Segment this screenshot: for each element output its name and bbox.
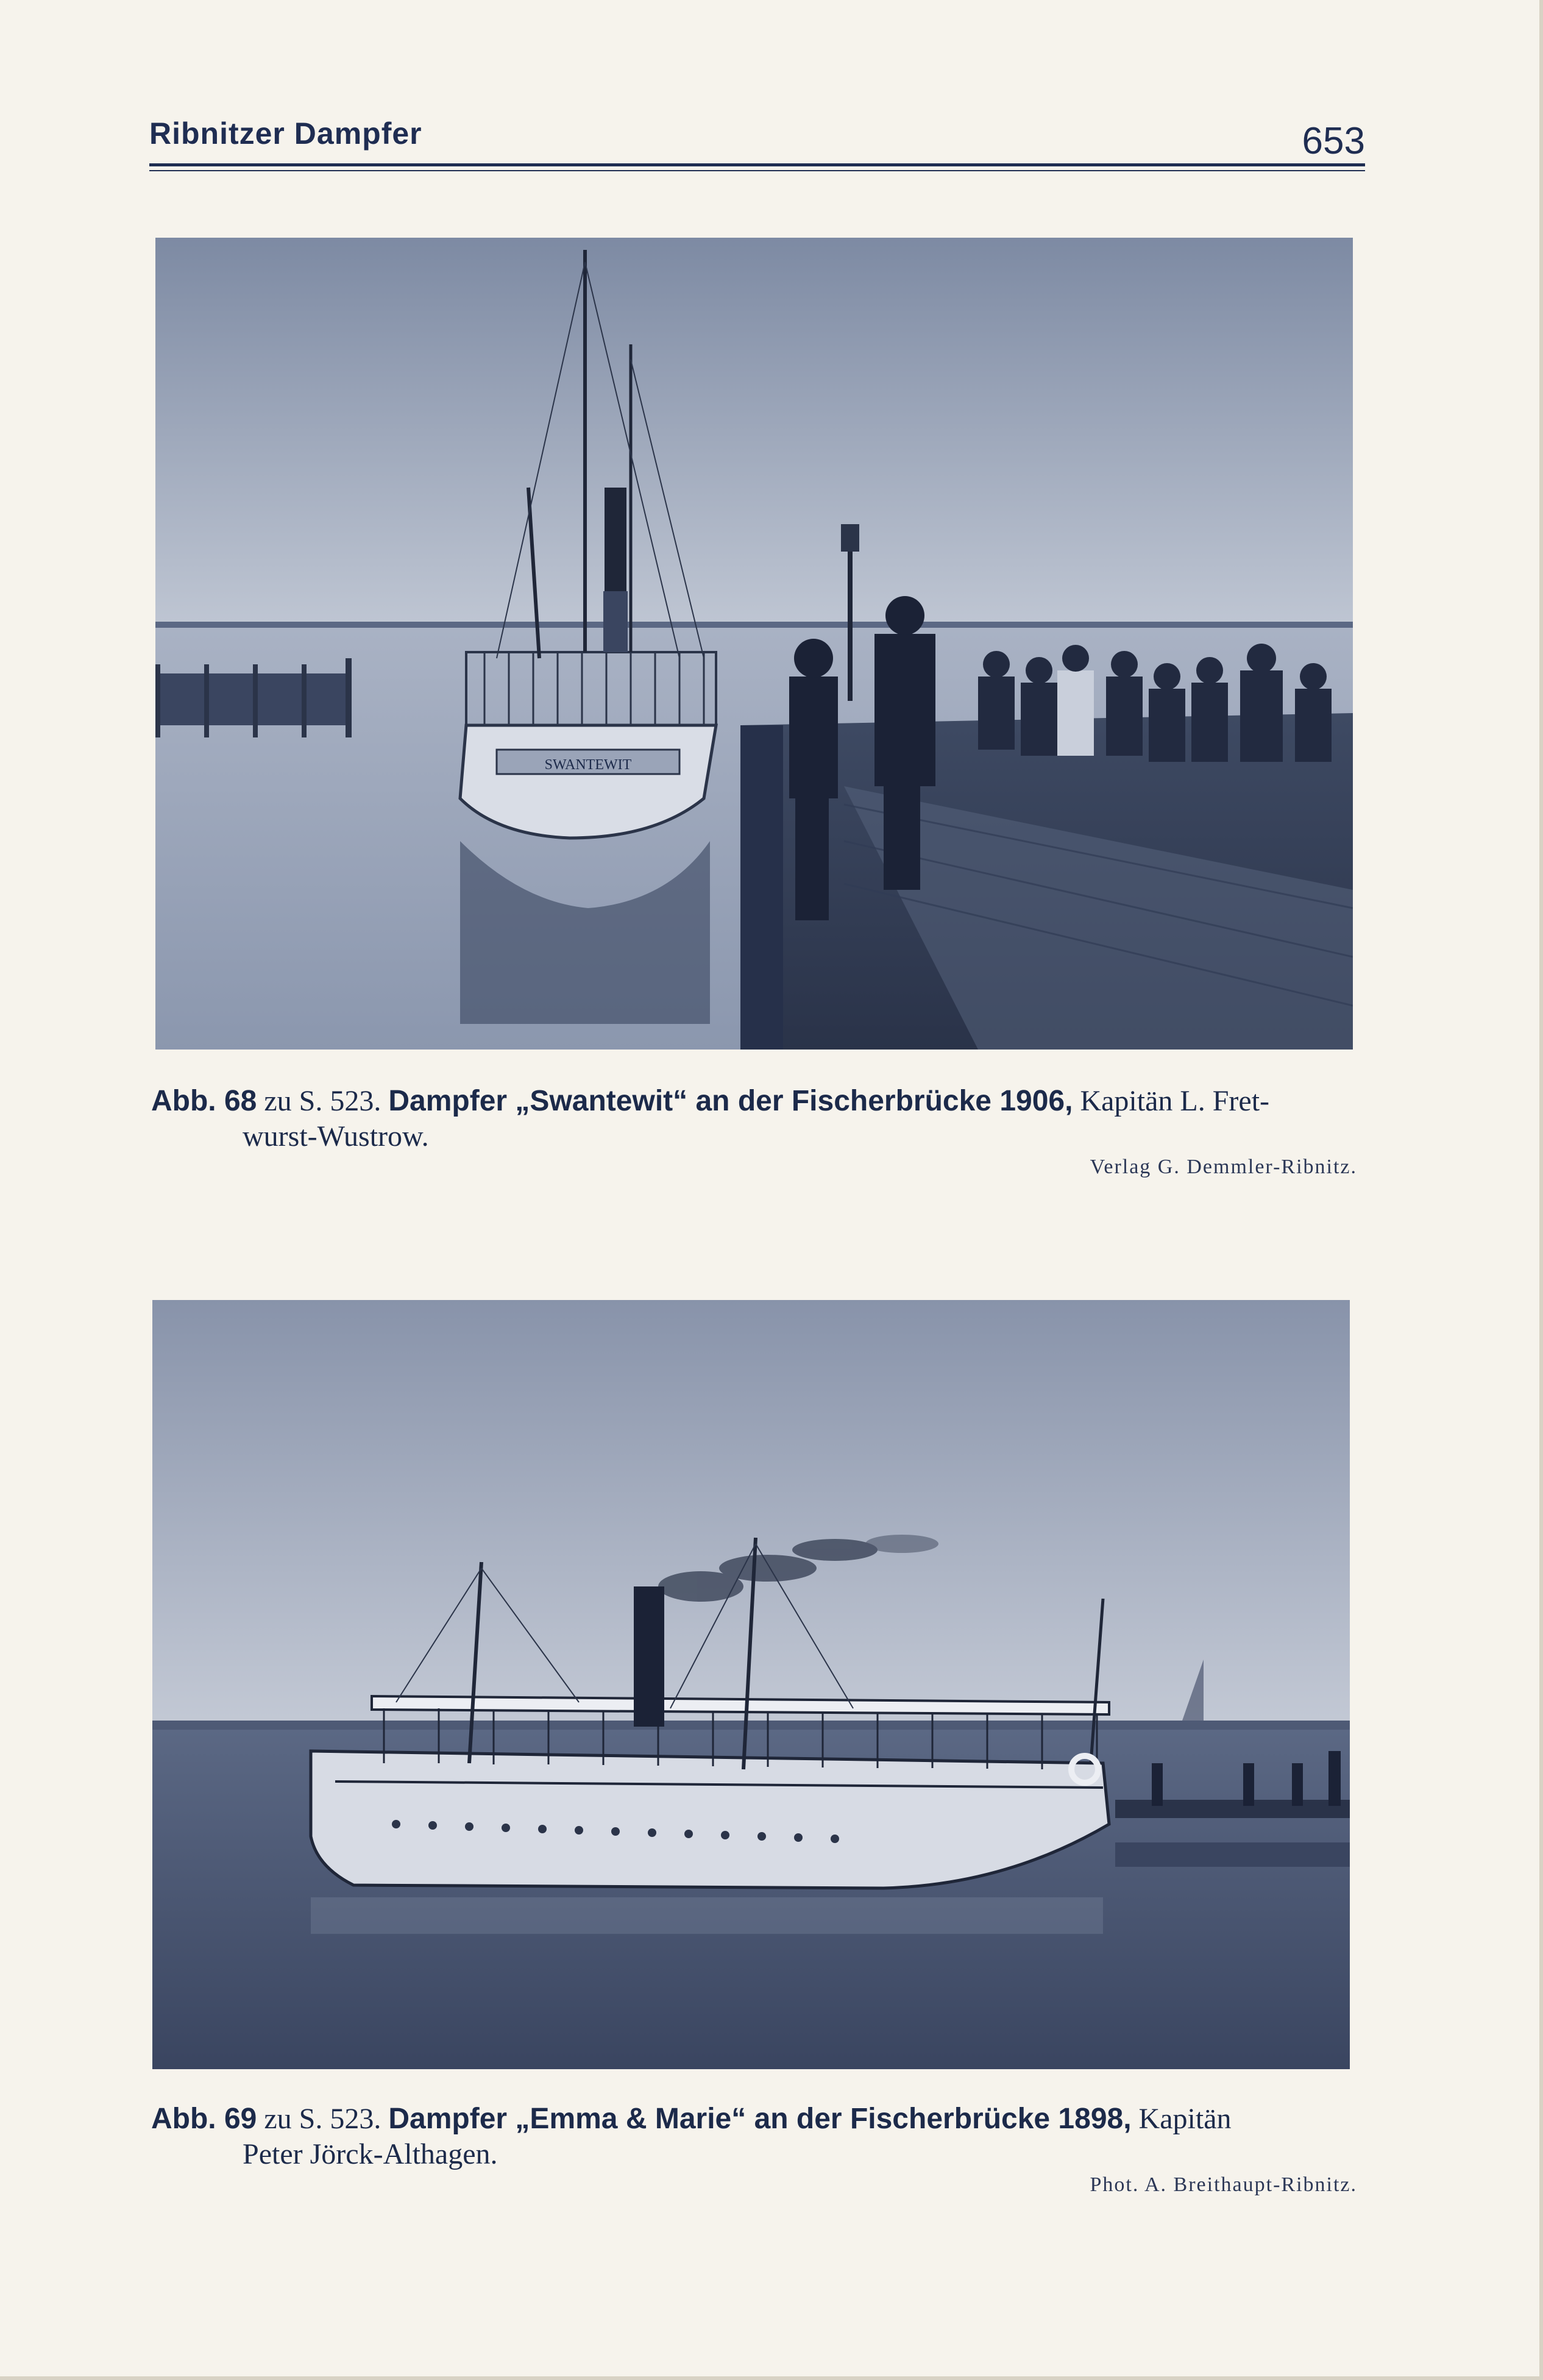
figure-ref-69: zu S. 523. [264,2103,381,2135]
photo-credit-68: Verlag G. Demmler-Ribnitz. [1090,1156,1357,1178]
header-rule-thin [149,170,1365,171]
photo-emma-marie [152,1300,1350,2069]
running-title: Ribnitzer Dampfer [149,116,422,151]
figure-rest-68: Kapitän L. Fret- [1080,1085,1270,1117]
figure-number-68: Abb. 68 [151,1085,257,1117]
figure-rest2-69: Peter Jörck-Althagen. [243,2138,498,2170]
photo-credit-69: Phot. A. Breithaupt-Ribnitz. [1090,2173,1357,2196]
caption-fig-69 [151,2101,1359,2172]
figure-title-69: Dampfer „Emma & Marie“ an der Fischerbrücke 1898, [388,2103,1132,2135]
header-rule [149,163,1365,166]
photo-swantewit [155,238,1353,1050]
caption-fig-68 [151,1084,1359,1154]
figure-ref-68: zu S. 523. [264,1085,381,1117]
figure-title-68: Dampfer „Swantewit“ an der Fischerbrücke 1906, [388,1085,1073,1117]
figure-number-69: Abb. 69 [151,2103,257,2135]
figure-rest2-68: wurst-Wustrow. [243,1120,429,1153]
ship-name-painted: SWANTEWIT [544,757,632,773]
page-number: 653 [1302,120,1365,162]
figure-rest-69: Kapitän [1138,2103,1232,2135]
